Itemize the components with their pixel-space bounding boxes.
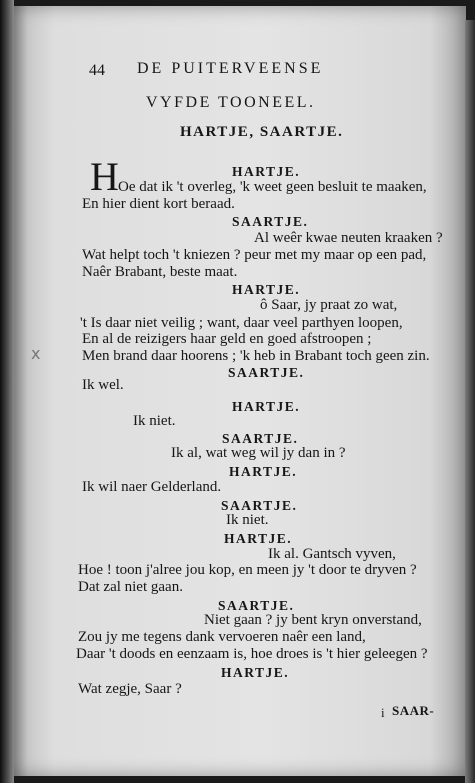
scene-title: VYFDE TOONEEL. [146,94,316,111]
speaker-label: SAARTJE. [218,598,295,613]
verse-line: Niet gaan ? jy bent kryn onverstand, [204,612,422,628]
verse-line: Wat helpt toch 't kniezen ? peur met my maar op een pad, [82,247,427,263]
speaker-label: HARTJE. [232,164,301,179]
verse-line: Hoe ! toon j'alree jou kop, en meen jy 't door te dryven ? [78,562,417,578]
running-head: DE PUITERVEENSE [137,60,324,77]
speaker-label: HARTJE. [232,399,301,414]
verse-line: Al weêr kwae neuten kraaken ? [254,230,443,246]
verse-line: Wat zegje, Saar ? [78,681,182,697]
book-gutter [0,0,14,783]
verse-line: 't Is daar niet veilig ; want, daar veel parthyen loopen, [80,315,403,331]
signature-mark: i [381,705,385,720]
verse-line: Ik al, wat weg wil jy dan in ? [171,445,346,461]
verse-line: Men brand daar hoorens ; 'k heb in Brabant toch geen zin. [82,348,430,364]
speaker-label: SAARTJE. [221,498,298,513]
verse-line: En hier dient kort beraad. [82,196,235,212]
verse-line: En al de reizigers haar geld en goed afstroopen ; [82,331,372,347]
verse-line: ô Saar, jy praat zo wat, [260,297,398,313]
verse-line: Ik wel. [82,377,124,393]
verse-line: Naêr Brabant, beste maat. [82,264,238,280]
speaker-label: HARTJE. [224,531,293,546]
drop-cap: H [90,154,119,199]
verse-line: Ik wil naer Gelderland. [82,479,222,495]
characters-line: HARTJE, SAARTJE. [180,124,344,140]
verse-line: Daar 't doods en eenzaam is, hoe droes is 't hier geleegen ? [76,646,428,662]
verse-line: Ik niet. [226,512,269,528]
speaker-label: SAARTJE. [232,214,309,229]
speaker-label: HARTJE. [232,282,301,297]
page-number: 44 [89,62,105,79]
verse-line: Oe dat ik 't overleg, 'k weet geen besluit te maaken, [118,179,427,195]
verse-line: Dat zal niet gaan. [78,579,183,595]
page-edge [465,20,475,783]
catchword: SAAR- [392,703,435,718]
speaker-label: HARTJE. [229,464,298,479]
verse-line: Ik niet. [133,413,176,429]
verse-line: Zou jy me tegens dank vervoeren naêr een land, [78,629,366,645]
speaker-label: HARTJE. [221,665,290,680]
margin-mark: x [31,344,41,363]
verse-line: Ik al. Gantsch vyven, [268,546,396,562]
speaker-label: SAARTJE. [228,365,305,380]
speaker-label: SAARTJE. [222,431,299,446]
